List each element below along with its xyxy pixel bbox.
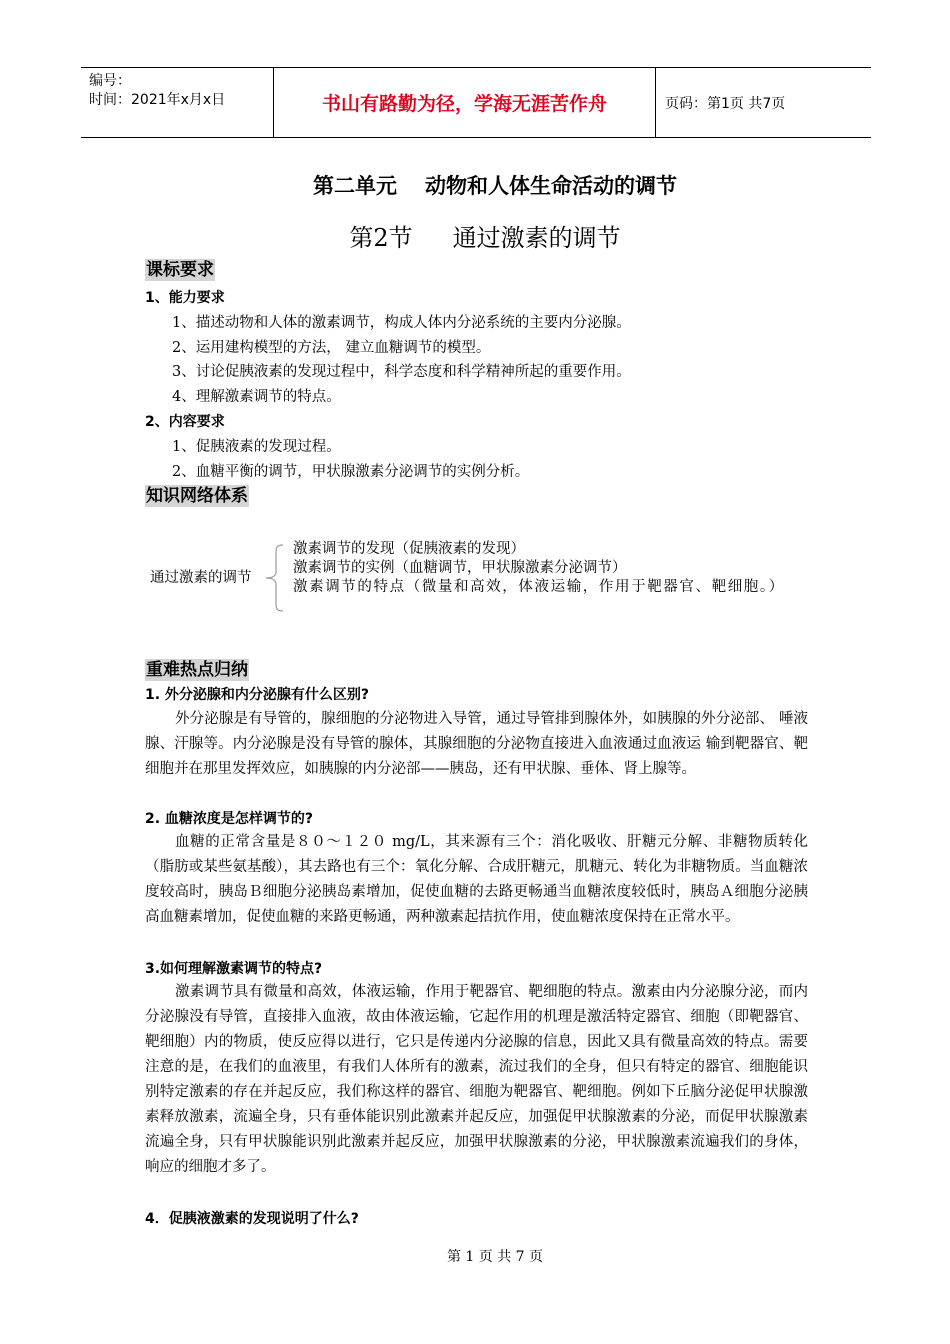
answer-1: 外分泌腺是有导管的，腺细胞的分泌物进入导管，通过导管排到腺体外，如胰腺的外分泌部、 唾液腺、汗腺等。内分泌腺是没有导管的腺体，其腺细胞的分泌物直接进入血液通过血液运 输到靶器官、靶细胞并在那里发挥效应，如胰腺的内分泌部——胰岛，还有甲状腺、垂体、肾上腺等。 [145, 711, 808, 777]
section-topic: 通过激素的调节 [452, 224, 621, 252]
requirements-heading: 课标要求 [146, 260, 214, 280]
unit-title [0, 170, 950, 200]
knowledge-heading: 知识网络体系 [146, 486, 248, 506]
page-footer: 第 1 页 共 7 页 [446, 1249, 544, 1265]
unit-label: 第二单元 [313, 174, 397, 198]
document-date: 时间：2021年x月x日 [89, 92, 226, 108]
content-item: 1、促胰液素的发现过程。 [172, 439, 341, 455]
header-page-info: 页码：第1页 共7页 [665, 95, 786, 112]
knowledge-branches [293, 540, 813, 597]
header-motto: 书山有路勤为径，学海无涯苦作舟 [274, 68, 656, 137]
ability-item: 2、运用建构模型的方法， 建立血糖调节的模型。 [172, 340, 491, 356]
brace-icon [263, 544, 287, 612]
content-item: 2、血糖平衡的调节，甲状腺激素分泌调节的实例分析。 [172, 464, 530, 480]
content-heading: 2、内容要求 [145, 414, 225, 430]
section-title [0, 218, 950, 253]
question-4: 4．促胰液激素的发现说明了什么? [145, 1211, 359, 1227]
question-3: 3.如何理解激素调节的特点? [145, 961, 323, 977]
knowledge-branch: 激素调节的发现（促胰液素的发现） [293, 541, 525, 557]
knowledge-root: 通过激素的调节 [150, 570, 252, 586]
ability-item: 4、理解激素调节的特点。 [172, 389, 341, 405]
section-label: 第2节 [349, 224, 413, 252]
header-meta-cell [81, 68, 274, 137]
page-header [81, 67, 871, 138]
knowledge-tree [150, 538, 810, 628]
question-2: 2. 血糖浓度是怎样调节的? [145, 811, 314, 827]
knowledge-branch: 激素调节的实例（血糖调节，甲状腺激素分泌调节） [293, 560, 627, 576]
document-number: 编号： [89, 73, 131, 89]
knowledge-branch: 激素调节的特点（微量和高效，体液运输，作用于靶器官、靶细胞。） [293, 579, 785, 595]
unit-topic: 动物和人体生命活动的调节 [425, 174, 677, 198]
ability-item: 1、描述动物和人体的激素调节，构成人体内分泌系统的主要内分泌腺。 [172, 315, 631, 331]
ability-item: 3、讨论促胰液素的发现过程中，科学态度和科学精神所起的重要作用。 [172, 364, 631, 380]
question-1: 1. 外分泌腺和内分泌腺有什么区别? [145, 687, 370, 703]
key-points-heading: 重难热点归纳 [146, 660, 248, 680]
ability-heading: 1、能力要求 [145, 290, 225, 306]
answer-2: 血糖的正常含量是８０～１２０ mg/L，其来源有三个：消化吸收、肝糖元分解、非糖物质转化（脂肪或某些氨基酸），其去路也有三个：氧化分解、合成肝糖元，肌糖元、转化为非糖物质。当血糖浓度较高时，胰岛Ｂ细胞分泌胰岛素增加，促使血糖的去路更畅通当血糖浓度较低时，胰岛Ａ细胞分泌胰高血糖素增加，促使血糖的来路更畅通，两种激素起拮抗作用，使血糖浓度保持在正常水平。 [145, 834, 808, 925]
answer-3: 激素调节具有微量和高效，体液运输，作用于靶器官、靶细胞的特点。激素由内分泌腺分泌，而内分泌腺没有导管，直接排入血液，故由体液运输，它起作用的机理是激活特定器官、细胞（即靶器官、靶细胞）内的物质，使反应得以进行，它只是传递内分泌腺的信息，因此又具有微量高效的特点。需要注意的是，在我们的血液里，有我们人体所有的激素，流过我们的全身，但只有特定的器官、细胞能识别特定激素的存在并起反应，我们称这样的器官、细胞为靶器官、靶细胞。例如下丘脑分泌促甲状腺激素释放激素，流遍全身，只有垂体能识别此激素并起反应，加强促甲状腺激素的分泌，而促甲状腺激素流遍全身，只有甲状腺能识别此激素并起反应，加强甲状腺激素的分泌，甲状腺激素流遍我们的身体，响应的细胞才多了。 [145, 984, 808, 1175]
